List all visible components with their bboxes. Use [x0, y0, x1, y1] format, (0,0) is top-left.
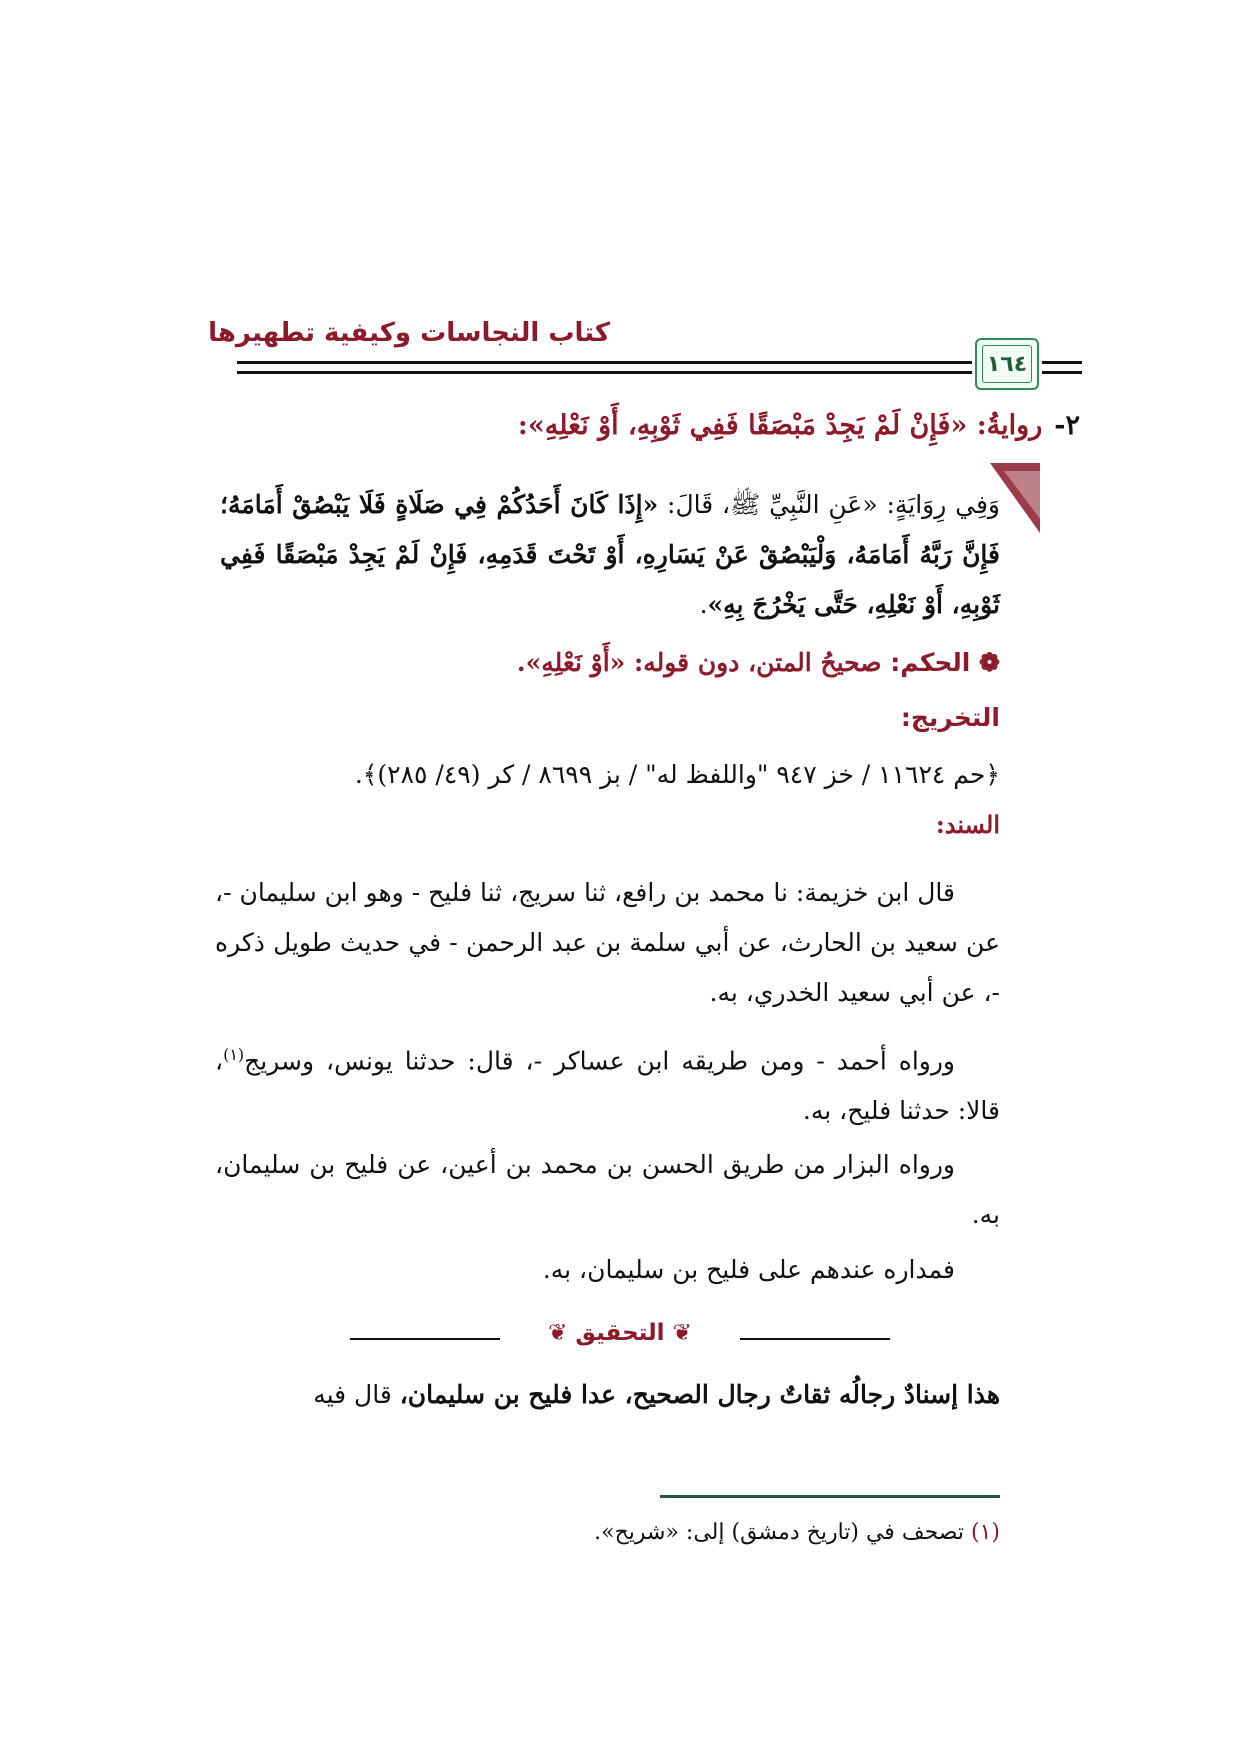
header-rule	[1042, 361, 1082, 364]
sanad-paragraph: فمداره عندهم على فليح بن سليمان، به.	[542, 1255, 955, 1284]
hadith-intro: وَفِي رِوَايَةٍ: «عَنِ النَّبِيِّ ﷺ، قَالَ:	[658, 490, 1000, 519]
book-title: كتاب النجاسات وكيفية تطهيرها	[208, 318, 610, 348]
section-title: روايةُ: «فَإِنْ لَمْ يَجِدْ مَبْصَقًا فَفِي ثَوْبِهِ، أَوْ نَعْلِهِ»:	[517, 410, 1043, 441]
header-rule	[237, 371, 972, 374]
sanad-label: السند:	[935, 810, 1000, 839]
ruling	[140, 648, 1000, 677]
hadith-quote: «إِذَا كَانَ أَحَدُكُمْ فِي صَلَاةٍ فَلَا يَبْصُقْ أَمَامَهُ؛ فَإِنَّ رَبَّهُ أَمَامَهُ، وَلْيَبْصُقْ عَنْ يَسَارِهِ، أَوْ تَحْتَ قَدَمِهِ، فَإِنْ لَمْ يَجِدْ مَبْصَقًا فَفِي ثَوْبِهِ، أَوْ نَعْلِهِ، حَتَّى يَخْرُجَ بِهِ»	[220, 490, 1000, 619]
sanad-paragraph: ورواه البزار من طريق الحسن بن محمد بن أعين، عن فليح بن سليمان، به.	[215, 1150, 1000, 1229]
hadith-text	[220, 480, 1000, 630]
tahqiq-paragraph	[215, 1370, 1000, 1420]
flower-icon: ❁	[970, 648, 1000, 677]
footnote-ref[interactable]: (١)	[223, 1045, 245, 1064]
tahqiq-title: ❦ التحقيق ❦	[548, 1320, 692, 1346]
tahqiq-bold-text: هذا إسنادٌ رجالُه ثقاتٌ رجال الصحيح، عدا فليح بن سليمان،	[399, 1380, 1000, 1409]
takhrij-text: ﴿حم ١١٦٢٤ / خز ٩٤٧ "واللفظ له" / بز ٨٦٩٩ / كر (٤٩/ ٢٨٥)﴾.	[354, 760, 1000, 789]
ruling-text: صحيحُ المتن، دون قوله: «أَوْ نَعْلِهِ».	[516, 648, 882, 677]
footnote-rule	[660, 1495, 1000, 1498]
footnote	[220, 1520, 1000, 1545]
footnote-number: (١)	[970, 1520, 1000, 1545]
takhrij-label: التخريج:	[900, 703, 1000, 732]
header-rule	[237, 361, 972, 364]
page-number: ١٦٤	[982, 345, 1032, 383]
header-rule	[1042, 371, 1082, 374]
divider-line	[740, 1338, 890, 1340]
sanad-paragraph-text: ورواه أحمد - ومن طريقه ابن عساكر -، قال: حدثنا يونس، وسريج	[244, 1046, 955, 1076]
page-number-badge	[975, 338, 1039, 390]
ruling-label: الحكم:	[890, 648, 971, 677]
sanad-paragraph: قال ابن خزيمة: نا محمد بن رافع، ثنا سريج، ثنا فليح - وهو ابن سليمان -، عن سعيد بن الحارث، عن أبي سلمة بن عبد الرحمن - في حديث طويل ذكره -، عن أبي سعيد الخدري، به.	[215, 878, 1000, 1007]
tahqiq-text: قال فيه	[313, 1380, 400, 1409]
footnote-text: تصحف في (تاريخ دمشق) إلى: «شريح».	[594, 1520, 971, 1545]
tahqiq-divider	[350, 1318, 890, 1358]
section-number: ٢-	[1054, 410, 1080, 441]
divider-line	[350, 1338, 500, 1340]
section-heading	[160, 410, 1080, 441]
sanad-paragraph-end: ، قالا: حدثنا فليح، به.	[215, 1046, 1000, 1126]
hadith-end: .	[699, 590, 708, 619]
sanad-paragraph	[215, 1030, 1000, 1136]
